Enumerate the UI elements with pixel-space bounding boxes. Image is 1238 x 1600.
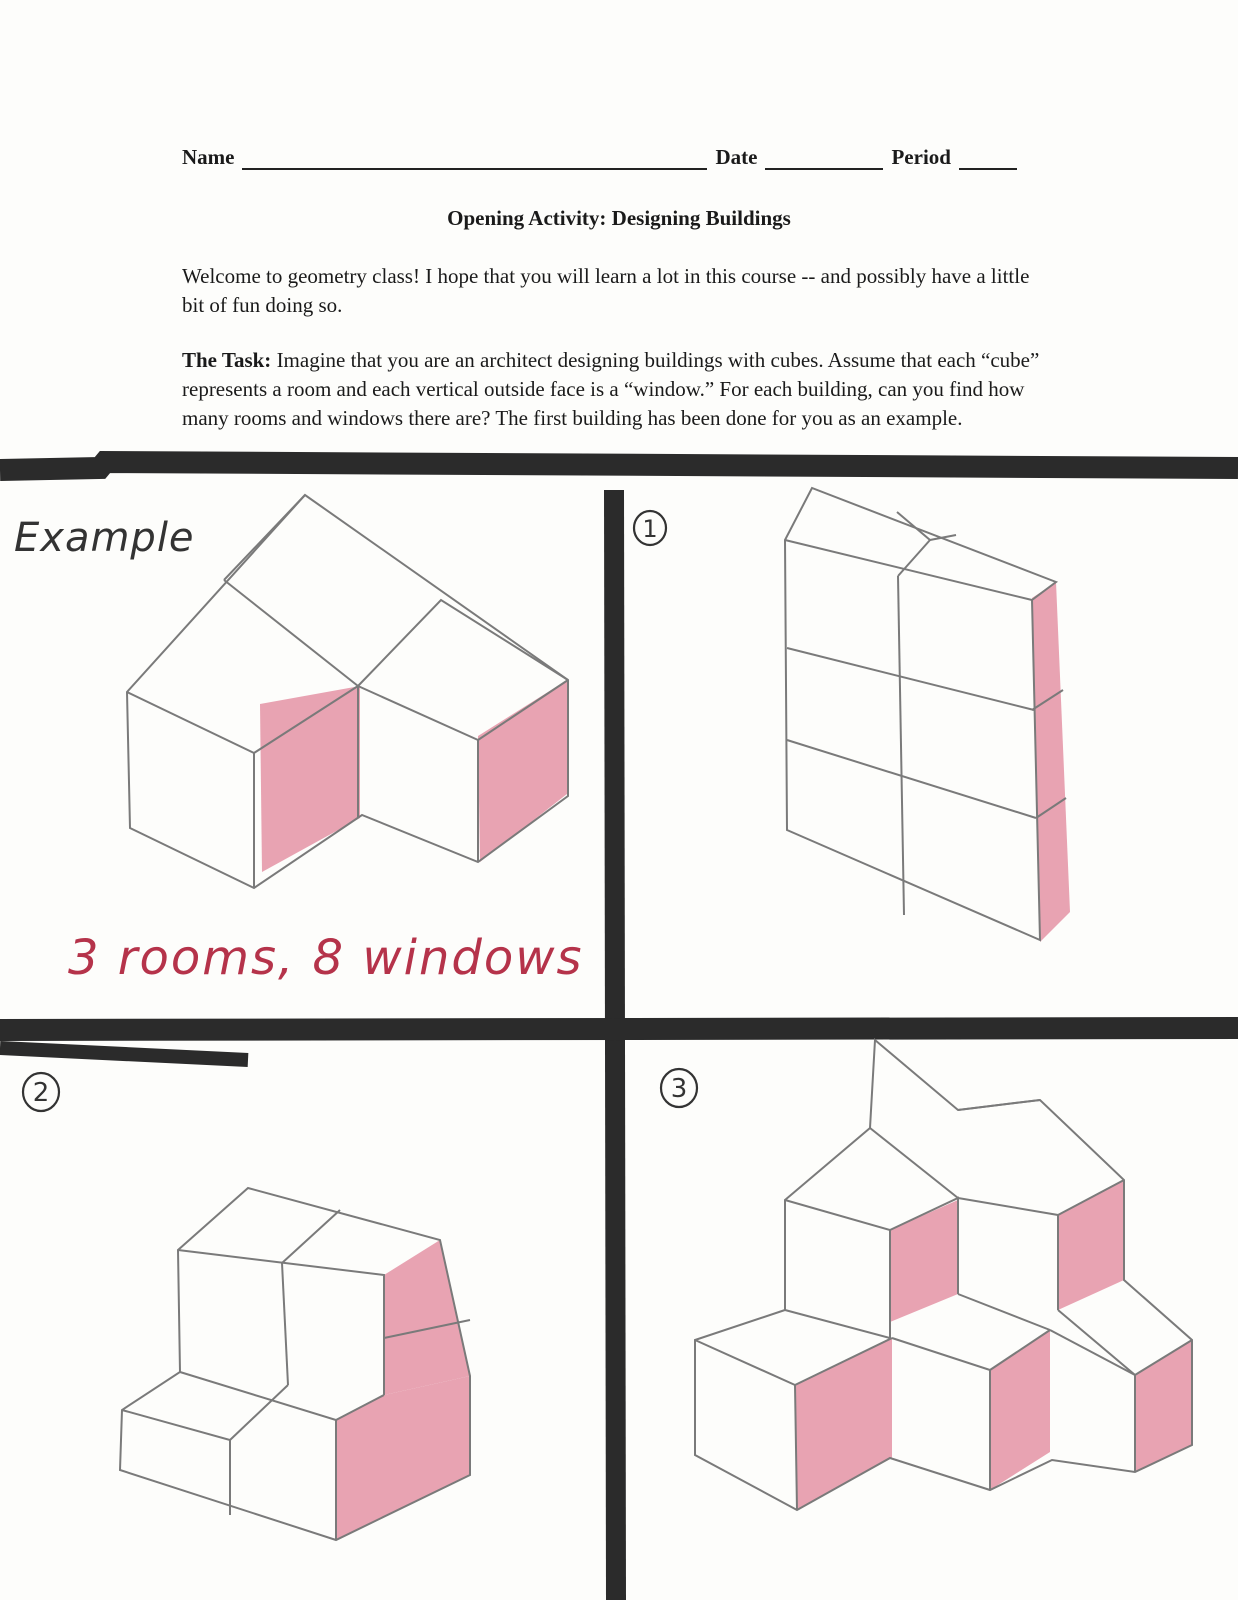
panel-3-number: 3 [670,1074,688,1104]
name-label: Name [182,145,235,169]
panel-1-number: 1 [642,515,658,543]
task-label: The Task: [182,348,272,372]
example-label: Example [14,515,195,561]
building-2 [120,1188,470,1540]
building-3 [695,1040,1192,1510]
window-face [260,686,360,872]
window-face [1058,1180,1124,1310]
date-label: Date [715,145,758,169]
task-text: Imagine that you are an architect designing buildings with cubes. Assume that each “cube” represents a room and each vertical outside face is a “window.” For each building, can you find how many rooms and windows there are? The first building has been done for you as an example. [182,348,1040,430]
window-face [1032,582,1070,942]
window-face [336,1376,470,1540]
page-title: Opening Activity: Designing Buildings [447,206,791,230]
window-face [478,680,567,862]
panel-2-number: 2 [32,1078,50,1108]
intro-paragraph: Welcome to geometry class! I hope that you will learn a lot in this course -- and possibly have a little bit of fun doing so. [182,264,1030,317]
window-face [1135,1340,1192,1472]
example-answer: 3 rooms, 8 windows [68,930,584,986]
period-label: Period [891,145,951,169]
building-1 [785,488,1070,942]
window-face [890,1200,958,1322]
